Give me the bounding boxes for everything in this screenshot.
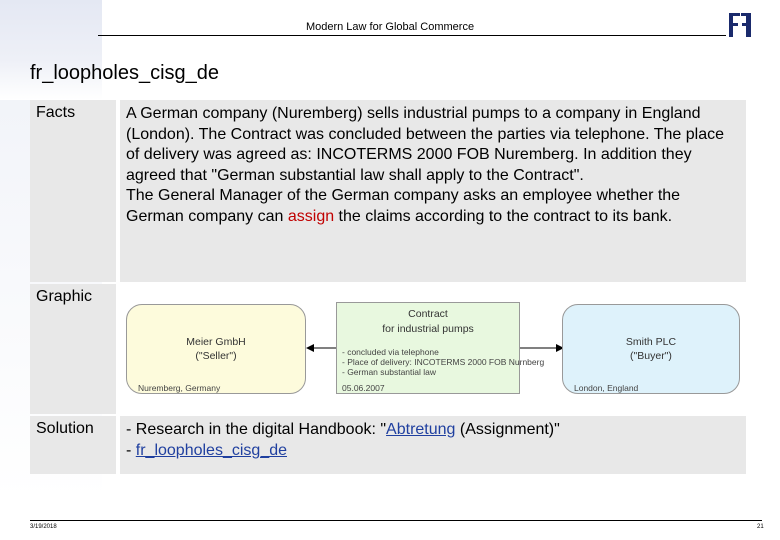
seller-location: Nuremberg, Germany bbox=[138, 383, 221, 393]
seller-box bbox=[126, 304, 306, 394]
page-number: 21 bbox=[757, 524, 764, 530]
facts-paragraph-1: A German company (Nuremberg) sells industrial pumps to a company in England (London). The Contract was concluded between the parties via telephone. The place of delivery was agreed as: INCOTERMS 2000 FOB Nuremberg. In addition they agreed that "German substantial law shall apply to the Contract". bbox=[126, 105, 725, 184]
abtretung-link[interactable]: Abtretung bbox=[386, 421, 456, 438]
contract-graphic bbox=[120, 284, 746, 414]
solution-line-1: - Research in the digital Handbook: "Abtretung (Assignment)" bbox=[126, 421, 560, 438]
buyer-name: Smith PLC bbox=[625, 336, 677, 348]
facts-text-cell bbox=[120, 100, 746, 282]
header-title: Modern Law for Global Commerce bbox=[305, 21, 475, 33]
seller-name: Meier GmbH bbox=[186, 336, 246, 348]
solution-label-cell bbox=[30, 416, 116, 474]
contract-item: - Place of delivery: INCOTERMS 2000 FOB Nurnberg bbox=[342, 357, 545, 367]
solution-label: Solution bbox=[36, 420, 94, 437]
buyer-role: ("Buyer") bbox=[630, 350, 672, 362]
facts-label: Facts bbox=[36, 104, 76, 121]
loopholes-link[interactable]: fr_loopholes_cisg_de bbox=[135, 441, 287, 459]
footer-divider bbox=[30, 520, 762, 521]
graphic-label: Graphic bbox=[36, 288, 93, 305]
header-divider bbox=[98, 35, 726, 36]
contract-title: Contract bbox=[408, 308, 448, 320]
contract-subtitle: for industrial pumps bbox=[382, 323, 474, 335]
page-title: fr_loopholes_cisg_de bbox=[30, 62, 220, 84]
header-decoration bbox=[0, 0, 102, 100]
assign-highlight: assign bbox=[287, 207, 335, 225]
contract-date: 05.06.2007 bbox=[342, 383, 385, 393]
graphic-label-cell bbox=[30, 284, 116, 414]
footer-date: 3/19/2018 bbox=[30, 524, 57, 530]
buyer-box bbox=[562, 304, 740, 394]
contract-item: - concluded via telephone bbox=[342, 347, 439, 357]
solution-text-cell bbox=[120, 416, 746, 474]
facts-label-cell bbox=[30, 100, 116, 282]
logo-icon bbox=[728, 12, 752, 43]
facts-paragraph-2: The General Manager of the German company asks an employee whether the German company can assign the claims according to the contract to its bank. bbox=[126, 187, 681, 225]
buyer-location: London, England bbox=[574, 383, 639, 393]
contract-item: - German substantial law bbox=[342, 367, 437, 377]
seller-role: ("Seller") bbox=[195, 350, 237, 362]
solution-line-2: - fr_loopholes_cisg_de bbox=[126, 441, 287, 459]
